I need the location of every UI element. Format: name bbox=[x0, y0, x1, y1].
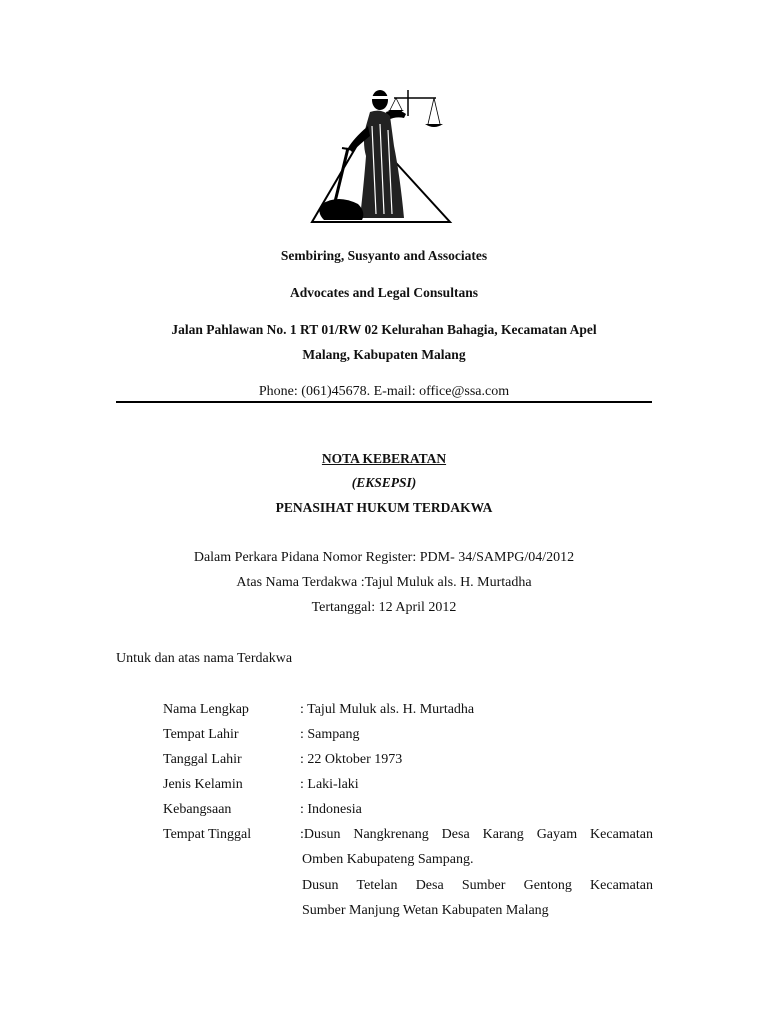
case-register: Dalam Perkara Pidana Nomor Register: PDM- 34/SAMPG/04/2012 bbox=[193, 550, 575, 565]
document-title: NOTA KEBERATAN bbox=[321, 451, 447, 466]
lady-justice-logo bbox=[308, 86, 454, 226]
firm-name: Sembiring, Susyanto and Associates bbox=[280, 248, 488, 263]
label-birthplace: Tempat Lahir bbox=[163, 727, 239, 742]
address-line2: Malang, Kabupaten Malang bbox=[302, 347, 466, 362]
residence-line3: Dusun Tetelan Desa Sumber Gentong Kecamatan bbox=[302, 878, 653, 893]
case-date: Tertanggal: 12 April 2012 bbox=[311, 600, 457, 615]
label-full-name: Nama Lengkap bbox=[163, 702, 249, 717]
value-gender: : Laki-laki bbox=[300, 777, 359, 792]
firm-type: Advocates and Legal Consultans bbox=[290, 285, 478, 300]
value-full-name: : Tajul Muluk als. H. Murtadha bbox=[300, 702, 475, 717]
label-birthdate: Tanggal Lahir bbox=[163, 752, 242, 767]
document-subtitle: (EKSEPSI) bbox=[351, 475, 417, 490]
header-divider bbox=[116, 401, 652, 403]
label-gender: Jenis Kelamin bbox=[163, 777, 243, 792]
contact-line: Phone: (061)45678. E-mail: office@ssa.com bbox=[258, 384, 510, 399]
value-birthdate: : 22 Oktober 1973 bbox=[300, 752, 403, 767]
value-birthplace: : Sampang bbox=[300, 727, 360, 742]
residence-line4: Sumber Manjung Wetan Kabupaten Malang bbox=[302, 903, 549, 918]
document-heading: PENASIHAT HUKUM TERDAKWA bbox=[275, 500, 493, 515]
value-nationality: : Indonesia bbox=[300, 802, 362, 817]
residence-line2: Omben Kabupateng Sampang. bbox=[302, 852, 474, 867]
label-residence: Tempat Tinggal bbox=[163, 827, 252, 842]
label-nationality: Kebangsaan bbox=[163, 802, 232, 817]
address-line1: Jalan Pahlawan No. 1 RT 01/RW 02 Kelurahan Bahagia, Kecamatan Apel bbox=[171, 322, 597, 337]
case-defendant: Atas Nama Terdakwa :Tajul Muluk als. H. Murtadha bbox=[236, 575, 532, 590]
intro-text: Untuk dan atas nama Terdakwa bbox=[116, 651, 293, 666]
residence-line1: :Dusun Nangkrenang Desa Karang Gayam Kecamatan bbox=[300, 827, 653, 842]
